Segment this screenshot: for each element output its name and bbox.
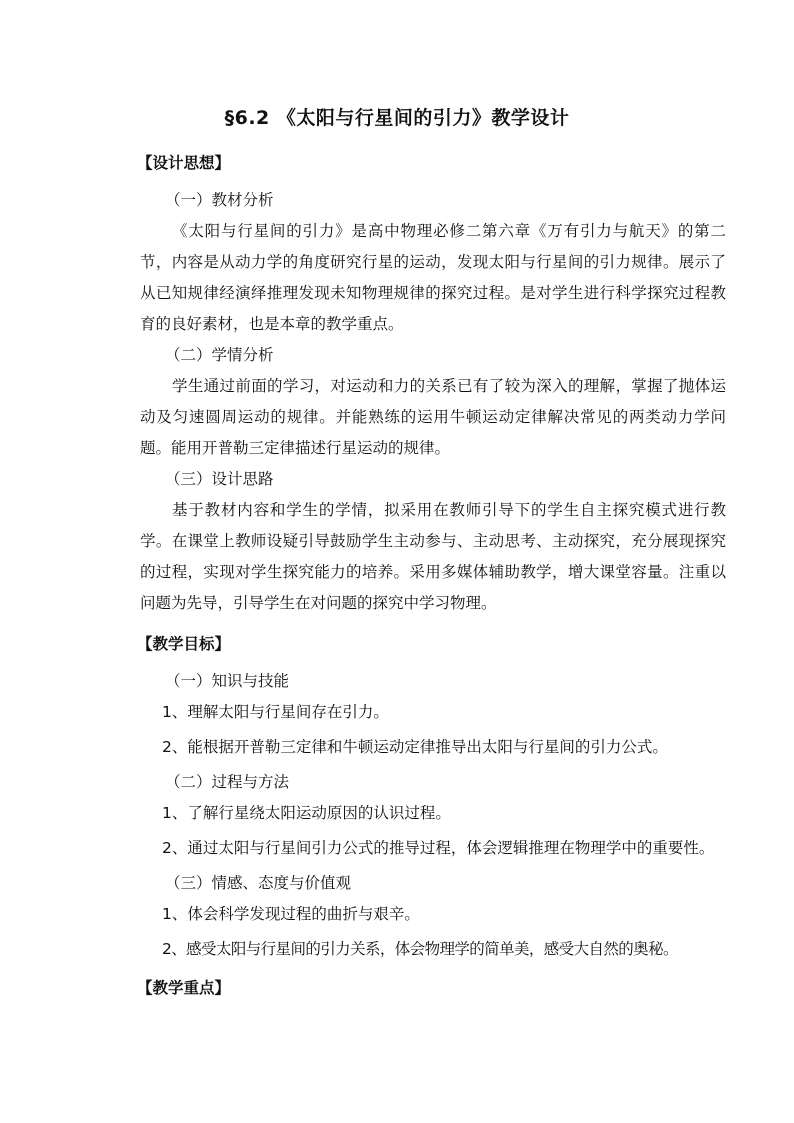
subheading-textbook-analysis: （一）教材分析	[165, 191, 274, 209]
subheading-process-methods: （二）过程与方法	[165, 773, 290, 791]
subheading-design-approach: （三）设计思路	[165, 470, 274, 488]
document-title: §6.2 《太阳与行星间的引力》教学设计	[224, 107, 570, 129]
subheading-emotions-values: （三）情感、态度与价值观	[165, 874, 352, 892]
list-item: 1、体会科学发现过程的曲折与艰辛。	[162, 905, 420, 923]
section-heading-design-thought: 【设计思想】	[137, 154, 231, 172]
list-item: 2、感受太阳与行星间的引力关系，体会物理学的简单美，感受大自然的奥秘。	[162, 940, 678, 958]
list-item: 2、能根据开普勒三定律和牛顿运动定律推导出太阳与行星间的引力公式。	[162, 738, 668, 756]
section-heading-teaching-goals: 【教学目标】	[137, 635, 231, 653]
paragraph-student-analysis: 学生通过前面的学习，对运动和力的关系已有了较为深入的理解，掌握了抛体运动及匀速圆周运动的规律。并能熟练的运用牛顿运动定律解决常见的两类动力学问题。能用开普勒三定律描述行星运动的规律。	[140, 377, 726, 457]
subheading-student-analysis: （二）学情分析	[165, 346, 274, 364]
list-item: 1、理解太阳与行星间存在引力。	[162, 703, 389, 721]
paragraph-design-approach: 基于教材内容和学生的学情，拟采用在教师引导下的学生自主探究模式进行教学。在课堂上教师设疑引导鼓励学生主动参与、主动思考、主动探究，充分展现探究的过程，实现对学生探究能力的培养。采用多媒体辅助教学，增大课堂容量。注重以问题为先导，引导学生在对问题的探究中学习物理。	[140, 501, 726, 612]
subheading-knowledge-skills: （一）知识与技能	[165, 672, 290, 690]
document-body	[137, 148, 726, 1010]
list-item: 2、通过太阳与行星间引力公式的推导过程，体会逻辑推理在物理学中的重要性。	[162, 839, 715, 857]
section-heading-teaching-focus: 【教学重点】	[137, 979, 231, 997]
list-item: 1、了解行星绕太阳运动原因的认识过程。	[162, 804, 451, 822]
paragraph-textbook-analysis: 《太阳与行星间的引力》是高中物理必修二第六章《万有引力与航天》的第二节，内容是从动力学的角度研究行星的运动，发现太阳与行星间的引力规律。展示了从已知规律经演绎推理发现未知物理规律的探究过程。是对学生进行科学探究过程教育的良好素材，也是本章的教学重点。	[140, 222, 726, 333]
